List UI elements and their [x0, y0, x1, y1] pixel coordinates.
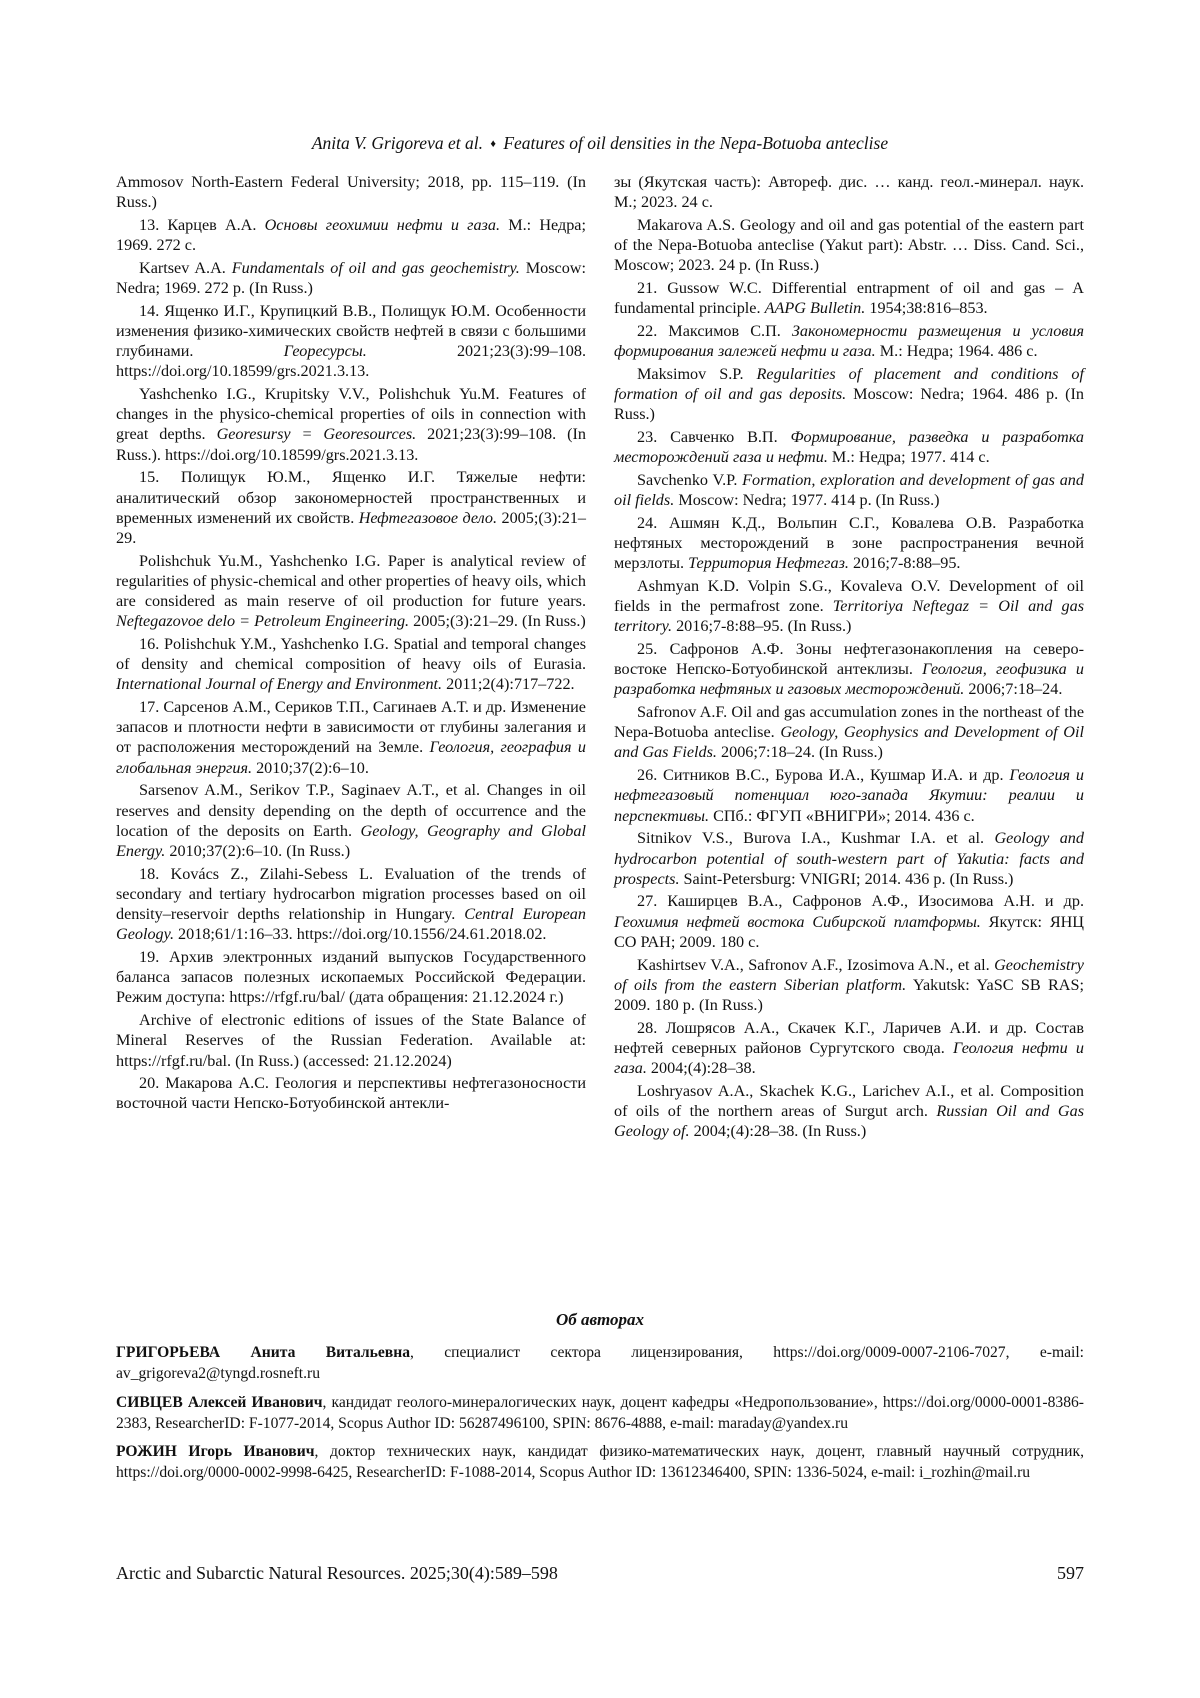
reference-source-title: Russian Oil and Gas Geology of. — [614, 1101, 1084, 1141]
reference-text: Sarsenov A.M., Serikov T.P., Saginaev A.T., et al. Changes in oil reserves and density depending on the depth of occurrence and the location of the deposits on Earth. — [116, 781, 586, 840]
reference-source-title: Нефтегазовое дело. — [358, 508, 498, 527]
reference-text: зы (Якутская часть): Автореф. дис. … канд. геол.-минерал. наук. М.; 2023. 24 с. — [614, 173, 1084, 212]
reference-text: Moscow: Nedra; 1969. 272 p. (In Russ.) — [116, 258, 586, 298]
reference-text: Kartsev A.A. — [139, 258, 232, 277]
reference-source-title: Geology, Geography and Global Energy. — [116, 821, 586, 860]
reference-text: СПб.: ФГУП «ВНИГРИ»; 2014. 436 с. — [709, 806, 975, 825]
reference-text: Archive of electronic editions of issues of the State Balance of Mineral Reserves of the Russian Federation. Available at: https://rfgf.ru/bal. (In Russ.) (accessed: 21.12.2024) — [116, 1011, 586, 1070]
reference-entry — [614, 278, 1084, 318]
author-name: ГРИГОРЬЕВА Анита Витальевна — [116, 1344, 411, 1361]
author-details: , специалист сектора лицензирования, https://doi.org/0009-0007-2106-7027, e-mail: av_grigoreva2@tyngd.rosneft.ru — [116, 1344, 1084, 1383]
author-name: РОЖИН Игорь Иванович — [116, 1443, 315, 1461]
reference-text: Polishchuk Yu.M., Yashchenko I.G. Paper is analytical review of regularities of physic-chemical and other properties of heavy oils, which are considered as main reserve of oil production for future years. — [116, 551, 586, 611]
reference-entry — [614, 891, 1084, 952]
reference-entry — [614, 513, 1084, 574]
reference-source-title: Основы геохимии нефти и газа. — [264, 215, 501, 234]
reference-source-title: Geology, Geophysics and Development of Oil and Gas Fields. — [614, 723, 1084, 762]
reference-entry — [614, 765, 1084, 826]
reference-text: 2006;7:18–24. — [964, 680, 1063, 699]
reference-entry — [116, 467, 586, 548]
author-entry — [116, 1441, 1084, 1484]
reference-text: Moscow: Nedra; 1977. 414 p. (In Russ.) — [674, 491, 940, 510]
reference-text: Loshryasov A.A., Skachek K.G., Larichev A.I., et al. Composition of oils of the northern areas of Surgut arch. — [614, 1081, 1084, 1120]
reference-text: 2004;(4):28–38. — [646, 1059, 756, 1078]
reference-text: 27. Каширцев В.А., Сафронов А.Ф., Изосимова А.Н. и др. — [637, 892, 1084, 911]
author-name: СИВЦЕВ Алексей Иванович — [116, 1393, 323, 1411]
running-head-authors: Anita V. Grigoreva et al. — [311, 133, 483, 153]
reference-text: Ashmyan K.D. Volpin S.G., Kovaleva O.V. Development of oil fields in the permafrost zone. — [614, 576, 1084, 616]
reference-source-title: Территория Нефтегаз. — [688, 554, 849, 573]
reference-text: 2010;37(2):6–10. — [252, 758, 369, 777]
reference-text: Sitnikov V.S., Burova I.A., Kushmar I.A. et al. — [637, 829, 995, 848]
reference-entry — [116, 172, 586, 212]
reference-text: 21. Gussow W.C. Differential entrapment of oil and gas – A fundamental principle. — [614, 279, 1084, 318]
reference-source-title: Геология нефти и газа. — [614, 1038, 1085, 1078]
reference-text: Якутск: ЯНЦ СО РАН; 2009. 180 с. — [614, 912, 1084, 951]
reference-entry — [116, 947, 586, 1008]
reference-text: 17. Сарсенов А.М., Сериков Т.П., Сагинаев А.Т. и др. Изменение запасов и плотности нефти в зависимости от глубины залегания и от расположения месторождений на Земле. — [116, 698, 586, 757]
reference-text: 2016;7-8:88–95. (In Russ.) — [672, 617, 852, 636]
reference-text: 16. Polishchuk Y.M., Yashchenko I.G. Spatial and temporal changes of density and chemical composition of heavy oils of Eurasia. — [116, 634, 586, 674]
reference-text: 24. Ашмян К.Д., Вольпин С.Г., Ковалева О.В. Разработка нефтяных месторождений в зоне распространения вечной мерзлоты. — [614, 513, 1084, 573]
reference-text: 13. Карцев А.А. — [139, 215, 265, 234]
reference-column-right — [614, 172, 1084, 1144]
reference-source-title: International Journal of Energy and Environment. — [116, 675, 443, 694]
reference-entry — [116, 215, 586, 255]
reference-entry — [116, 634, 586, 695]
reference-text: Makarova A.S. Geology and oil and gas potential of the eastern part of the Nepa-Botuoba anteclise (Yakut part): Abstr. … Diss. Cand. Sci., Moscow; 2023. 24 p. (In Russ.) — [614, 215, 1084, 275]
reference-entry — [614, 427, 1084, 467]
reference-text: 25. Сафронов А.Ф. Зоны нефтегазонакопления на северо-востоке Непско-Ботуобинской антеклизы. — [614, 639, 1084, 679]
reference-text: 2010;37(2):6–10. (In Russ.) — [165, 842, 351, 860]
reference-text: 2004;(4):28–38. (In Russ.) — [689, 1122, 867, 1141]
reference-entry — [614, 321, 1084, 361]
reference-text: 14. Ященко И.Г., Крупицкий В.В., Полищук Ю.М. Особенности изменения физико-химических свойств нефтей в связи с большими глубинами. — [116, 301, 586, 361]
reference-text: М.: Недра; 1969. 272 с. — [116, 215, 586, 255]
reference-entry — [116, 864, 586, 945]
reference-text: М.: Недра; 1964. 486 с. — [875, 342, 1038, 361]
reference-entry — [614, 828, 1084, 889]
reference-entry — [614, 215, 1084, 276]
reference-text: 2011;2(4):717–722. — [442, 675, 575, 694]
reference-text: 2021;23(3):99–108. https://doi.org/10.18599/grs.2021.3.13. — [116, 342, 586, 381]
reference-entry — [116, 1010, 586, 1071]
reference-text: 23. Савченко В.П. — [637, 427, 791, 446]
page-number: 597 — [1057, 1563, 1084, 1583]
diamond-separator-icon: ♦ — [490, 138, 496, 150]
reference-text: Safronov A.F. Oil and gas accumulation zones in the northeast of the Nepa-Botuoba anteclise. — [614, 703, 1084, 742]
reference-source-title: Закономерности размещения и условия формирования залежей нефти и газа. — [614, 321, 1084, 361]
reference-entry — [614, 172, 1084, 212]
reference-entry — [614, 639, 1084, 700]
reference-entry — [614, 1081, 1084, 1142]
reference-source-title: Fundamentals of oil and gas geochemistry. — [231, 258, 520, 277]
reference-source-title: Геология, география и глобальная энергия. — [116, 738, 586, 777]
reference-text: 28. Лошрясов А.А., Скачек К.Г., Ларичев А.И. и др. Состав нефтей северных районов Сургутского свода. — [614, 1018, 1084, 1057]
reference-source-title: Георесурсы. — [283, 342, 367, 361]
reference-text: 2021;23(3):99–108. (In Russ.). https://doi.org/10.18599/grs.2021.3.13. — [116, 425, 586, 464]
running-head — [0, 132, 1200, 155]
reference-source-title: Neftegazovoe delo = Petroleum Engineering. — [116, 612, 410, 631]
reference-text: Maksimov S.P. — [637, 364, 757, 383]
reference-text: 20. Макарова А.С. Геология и перспективы нефтегазоносности восточной части Непско-Ботуобинской антекли- — [116, 1074, 586, 1113]
reference-entry — [614, 470, 1084, 510]
reference-entry — [614, 364, 1084, 425]
reference-text: М.: Недра; 1977. 414 с. — [827, 448, 990, 467]
reference-source-title: Геохимия нефтей востока Сибирской платформы. — [614, 912, 981, 931]
reference-text: Saint-Petersburg: VNIGRI; 2014. 436 p. (In Russ.) — [679, 869, 1014, 888]
reference-source-title: Геология и нефтегазовый потенциал юго-запада Якутии: реалии и перспективы. — [614, 766, 1084, 825]
reference-entry — [116, 301, 586, 382]
reference-text: 2005;(3):21–29. — [116, 508, 587, 547]
reference-entry — [614, 1018, 1084, 1079]
reference-source-title: Геология, геофизика и разработка нефтяных и газовых месторождений. — [614, 660, 1084, 699]
reference-entry — [116, 1073, 586, 1113]
reference-source-title: Formation, exploration and development of gas and oil fields. — [614, 470, 1084, 510]
reference-source-title: Territoriya Neftegaz = Oil and gas territory. — [614, 597, 1084, 636]
reference-text: 1954;38:816–853. — [865, 299, 988, 318]
reference-text: 18. Kovács Z., Zilahi-Sebess L. Evaluation of the trends of secondary and tertiary hydrocarbon migration processes based on oil density–reservoir depths relationship in Hungary. — [116, 864, 586, 924]
reference-entry — [116, 258, 586, 298]
reference-text: Ammosov North-Eastern Federal University; 2018, pp. 115–119. (In Russ.) — [116, 173, 586, 212]
reference-text: Moscow: Nedra; 1964. 486 p. (In Russ.) — [614, 385, 1084, 424]
reference-text: 19. Архив электронных изданий выпусков Государственного баланса запасов полезных ископаемых Российской Федерации. Режим доступа: https://rfgf.ru/bal/ (дата обращения: 21.12.2024 г.) — [116, 948, 586, 1007]
about-authors-section — [116, 1342, 1084, 1491]
reference-source-title: Geochemistry of oils from the eastern Siberian platform. — [614, 955, 1084, 994]
reference-entry — [116, 384, 586, 465]
reference-text: Savchenko V.P. — [637, 470, 743, 489]
reference-text: Kashirtsev V.A., Safronov A.F., Izosimova A.N., et al. — [637, 955, 995, 974]
author-entry — [116, 1342, 1084, 1385]
reference-source-title: Regularities of placement and conditions of formation of oil and gas deposits. — [614, 364, 1084, 404]
reference-entry — [614, 702, 1084, 763]
reference-source-title: Формирование, разведка и разработка месторождений газа и нефти. — [614, 427, 1084, 467]
reference-text: 26. Ситников В.С., Бурова И.А., Кушмар И.А. и др. — [637, 766, 1010, 785]
reference-entry — [116, 551, 586, 632]
about-authors-heading: Об авторах — [555, 1310, 645, 1329]
reference-source-title: Georesursy = Georesources. — [216, 425, 417, 444]
reference-entry — [116, 697, 586, 778]
reference-source-title: Geology and hydrocarbon potential of south-western part of Yakutia: facts and prospects. — [614, 829, 1084, 888]
reference-text: 2005;(3):21–29. (In Russ.) — [409, 612, 586, 631]
reference-source-title: Central European Geology. — [116, 905, 586, 944]
reference-entry — [116, 780, 586, 861]
reference-text: Yakutsk: YaSC SB RAS; 2009. 180 p. (In Russ.) — [614, 975, 1084, 1014]
journal-citation: Arctic and Subarctic Natural Resources. 2025;30(4):589–598 — [116, 1563, 558, 1583]
reference-entry — [614, 955, 1084, 1016]
author-details: , кандидат геолого-минералогических наук, доцент кафедры «Недропользование», https://doi.org/0000-0001-8386-2383, ResearcherID: F-1077-2014, Scopus Author ID: 56287496100, SPIN: 8676-4888, e-mail: maraday@yandex.ru — [116, 1393, 1084, 1432]
author-details: , доктор технических наук, кандидат физико-математических наук, доцент, главный научный сотрудник, https://doi.org/0000-0002-9998-6425, ResearcherID: F-1088-2014, Scopus Author ID: 13612346400, SPIN: 1336-5024, e-mail: i_rozhin@mail.ru — [116, 1443, 1084, 1482]
reference-text: 2006;7:18–24. (In Russ.) — [716, 743, 883, 762]
reference-text: 22. Максимов С.П. — [637, 321, 792, 340]
reference-text: 15. Полищук Ю.М., Ященко И.Г. Тяжелые нефти: аналитический обзор закономерностей пространственных и временных изменений их свойств. — [116, 468, 586, 527]
reference-entry — [614, 576, 1084, 637]
reference-text: 2016;7-8:88–95. — [848, 554, 961, 573]
reference-text: 2018;61/1:16–33. https://doi.org/10.1556/24.61.2018.02. — [174, 925, 547, 944]
running-head-title: Features of oil densities in the Nepa-Botuoba anteclise — [503, 133, 889, 153]
reference-text: Yashchenko I.G., Krupitsky V.V., Polishchuk Yu.M. Features of changes in the physico-chemical properties of oils in connection with great depths. — [116, 385, 586, 444]
reference-source-title: AAPG Bulletin. — [764, 299, 866, 318]
author-entry — [116, 1392, 1084, 1435]
reference-column-left — [116, 172, 586, 1116]
